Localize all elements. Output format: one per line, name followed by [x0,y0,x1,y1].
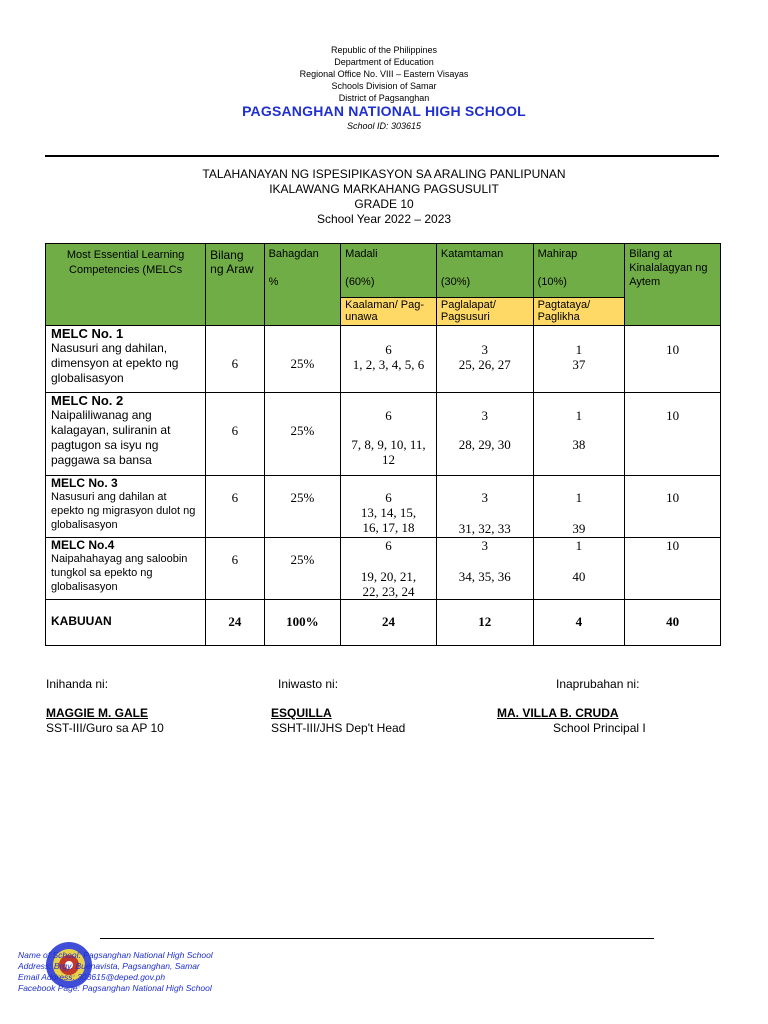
approved-by-label: Inaprubahan ni: [556,677,640,691]
katamtaman-cell [436,326,533,393]
header-bahagdan-label: Bahagdan [268,248,319,260]
header-madali-label: Madali [345,248,378,260]
bahagdan-value: 25% [264,538,341,600]
katamtaman-items: 31, 32, 33 [458,521,511,536]
doc-title-1: TALAHANAYAN NG ISPESIPIKASYON SA ARALING PANLIPUNAN [202,167,566,181]
araw-value: 6 [206,326,264,393]
mahirap-count: 1 [575,538,583,553]
doc-title-2: IKALAWANG MARKAHANG PAGSUSULIT [269,182,499,196]
header-line-2: Department of Education [334,57,434,67]
header-melc: Most Essential Learning Competencies (MELCs [46,244,206,326]
katamtaman-cell [436,476,533,538]
header-mahirap-label: Mahirap [537,248,578,260]
header-madali-pct: (60%) [345,276,375,288]
subheader-paglalapat: Paglalapat/ Pagsusuri [436,298,533,326]
araw-value: 6 [206,476,264,538]
header-mahirap [533,244,625,298]
bahagdan-value: 25% [264,393,341,476]
mahirap-cell [533,476,625,538]
header-bilang-araw: Bilang ng Araw [206,244,264,326]
total-madali: 24 [341,600,437,646]
mahirap-count: 1 [575,342,583,357]
header-line-3: Regional Office No. VIII – Eastern Visayas [299,69,469,79]
mahirap-items: 40 [572,569,586,584]
header-mahirap-pct: (10%) [537,276,567,288]
header-katamtaman-pct: (30%) [440,276,471,288]
mahirap-cell [533,393,625,476]
mahirap-items: 37 [572,357,586,372]
school-id: School ID: 303615 [346,121,422,131]
total-araw: 24 [206,600,264,646]
approver-name: MA. VILLA B. CRUDA [497,706,619,720]
header-bilang-kinalalagyan: Bilang at Kinalalagyan ng Aytem [625,244,721,326]
total-label: KABUUAN [46,600,206,646]
header-line-1: Republic of the Philippines [330,45,438,55]
table-row [46,326,721,393]
katamtaman-count: 3 [481,342,488,357]
total-bahagdan: 100% [264,600,341,646]
subheader-kaalaman: Kaalaman/ Pag-unawa [341,298,437,326]
katamtaman-count: 3 [481,490,488,505]
melc-title: MELC No. 1 [51,326,124,341]
melc-description: Naipaliliwanag ang kalagayan, suliranin at pagtugon sa isyu ng paggawa sa bansa [51,408,171,467]
katamtaman-cell [436,538,533,600]
melc-cell [46,476,206,538]
footer-rule [100,938,654,939]
bilang-value: 10 [625,326,721,393]
katamtaman-items: 25, 26, 27 [458,357,511,372]
melc-description: Nasusuri ang dahilan at epekto ng migrasyon dulot ng globalisasyon [51,491,196,531]
header-line-4: Schools Division of Samar [331,81,437,91]
katamtaman-count: 3 [481,408,488,423]
footer-address: Address: Brgy. Buenavista, Pagsanghan, Samar [18,961,200,971]
melc-title: MELC No. 2 [51,393,124,408]
bahagdan-value: 25% [264,326,341,393]
header-rule [45,155,719,157]
prepared-by-label: Inihanda ni: [46,677,109,691]
total-bilang: 40 [625,600,721,646]
madali-count: 6 [385,408,392,423]
melc-cell [46,326,206,393]
madali-cell [341,476,437,538]
madali-items: 19, 20, 21, 22, 23, 24 [360,569,417,599]
bilang-value: 10 [625,476,721,538]
melc-description: Naipahahayag ang saloobin tungkol sa epekto ng globalisasyon [51,553,188,593]
katamtaman-items: 28, 29, 30 [458,437,511,452]
bilang-value: 10 [625,393,721,476]
checked-by-label: Iniwasto ni: [278,677,339,691]
katamtaman-items: 34, 35, 36 [458,569,511,584]
doc-title-3: GRADE 10 [354,197,414,211]
header-line-5: District of Pagsanghan [338,93,430,103]
footer-school-name: Name of School: Pagsanghan National High School [18,950,213,960]
melc-title: MELC No.4 [51,538,115,552]
header-bahagdan-symbol: % [268,276,279,288]
checker-name: ESQUILLA [271,706,332,720]
header-madali [341,244,437,298]
araw-value: 6 [206,538,264,600]
mahirap-items: 38 [572,437,586,452]
school-name: PAGSANGHAN NATIONAL HIGH SCHOOL [242,103,526,119]
footer-facebook: Facebook Page: Pagsanghan National High School [18,983,212,993]
araw-value: 6 [206,393,264,476]
melc-cell [46,393,206,476]
katamtaman-count: 3 [481,538,488,553]
specification-table [45,243,721,646]
madali-items: 7, 8, 9, 10, 11, 12 [351,437,426,467]
table-row [46,393,721,476]
madali-count: 6 [385,490,392,505]
melc-title: MELC No. 3 [51,476,118,490]
table-row [46,476,721,538]
katamtaman-cell [436,393,533,476]
madali-count: 6 [385,342,392,357]
subheader-pagtataya: Pagtataya/ Paglikha [533,298,625,326]
mahirap-cell [533,538,625,600]
preparer-position: SST-III/Guro sa AP 10 [46,721,164,735]
header-katamtaman-label: Katamtaman [440,248,504,260]
checker-position: SSHT-III/JHS Dep't Head [271,721,406,735]
table-row [46,538,721,600]
madali-items: 13, 14, 15, 16, 17, 18 [360,505,417,535]
madali-cell [341,326,437,393]
doc-title-4: School Year 2022 – 2023 [316,212,452,226]
madali-count: 6 [385,538,392,553]
approver-position: School Principal I [553,721,646,735]
preparer-name: MAGGIE M. GALE [46,706,148,720]
melc-cell [46,538,206,600]
mahirap-count: 1 [575,490,583,505]
total-katamtaman: 12 [436,600,533,646]
header-katamtaman [436,244,533,298]
mahirap-count: 1 [575,408,583,423]
bahagdan-value: 25% [264,476,341,538]
mahirap-items: 39 [572,521,586,536]
total-row [46,600,721,646]
madali-items: 1, 2, 3, 4, 5, 6 [352,357,425,372]
header-bahagdan [264,244,341,326]
madali-cell [341,393,437,476]
madali-cell [341,538,437,600]
footer-email: Email Address: 303615@deped.gov.ph [18,972,166,982]
bilang-value: 10 [625,538,721,600]
melc-description: Nasusuri ang dahilan, dimensyon at epekto ng globalisasyon [51,341,179,385]
mahirap-cell [533,326,625,393]
total-mahirap: 4 [533,600,625,646]
